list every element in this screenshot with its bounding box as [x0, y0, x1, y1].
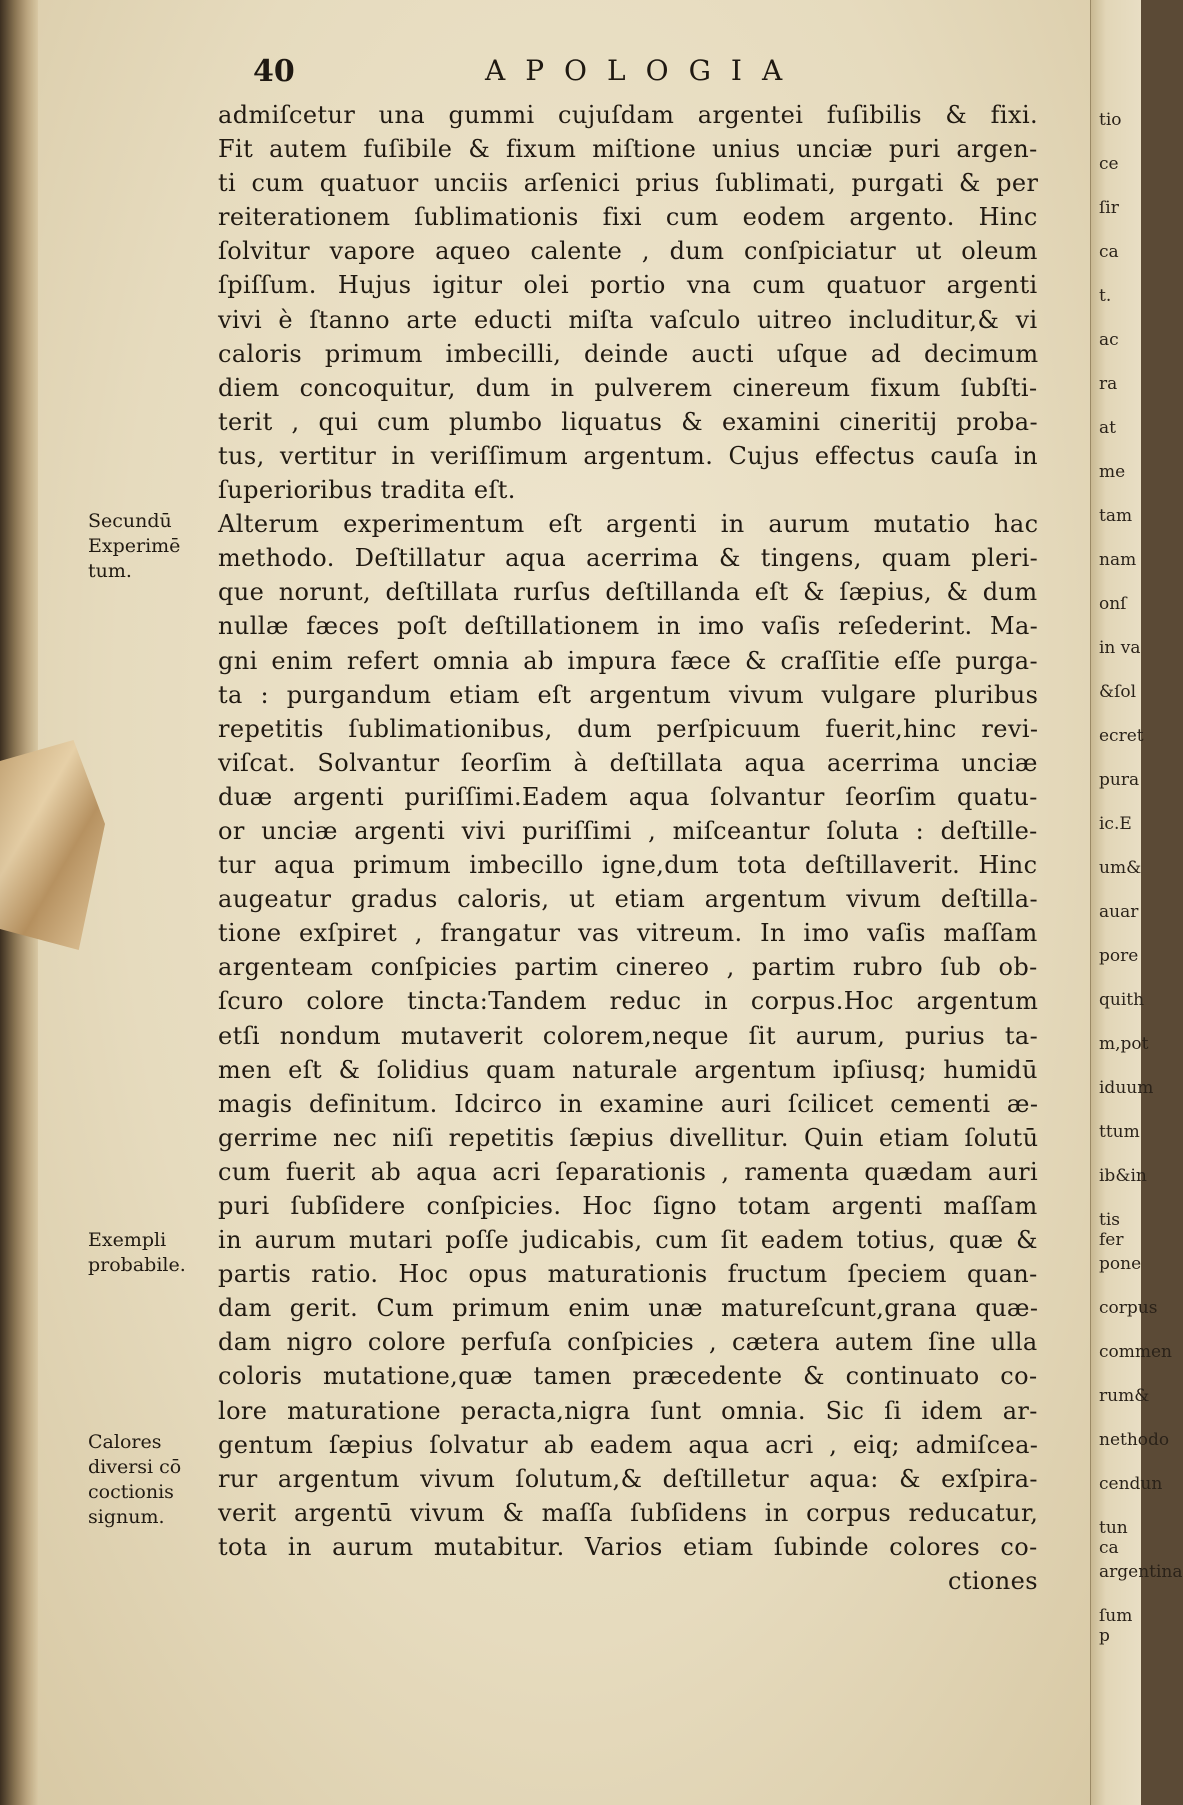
text-line: que norunt, deſtillata rurſus deſtillanda eſt & ſæpius, & dum: [218, 578, 1038, 607]
adjacent-page-fragment: ſir: [1099, 198, 1119, 218]
text-line: partis ratio. Hoc opus maturationis fructum ſpeciem quan-: [218, 1260, 1038, 1289]
adjacent-page-fragment: me: [1099, 462, 1126, 482]
text-line: in aurum mutari poſſe judicabis, cum ſit eadem totius, quæ &: [218, 1226, 1038, 1255]
text-line: magis definitum. Idcirco in examine auri ſcilicet cementi æ-: [218, 1089, 1039, 1118]
text-line: ctiones: [948, 1567, 1038, 1596]
text-line: caloris primum imbecilli, deinde aucti uſque ad decimum: [218, 339, 1039, 368]
margin-note-line: Secundū: [88, 510, 172, 532]
text-line: ſolvitur vapore aqueo calente , dum conſpiciatur ut oleum: [218, 237, 1038, 266]
adjacent-page-fragment: ecret: [1099, 726, 1144, 746]
adjacent-page-fragment: cendun: [1099, 1474, 1163, 1494]
adjacent-page-fragment: nam: [1099, 550, 1137, 570]
adjacent-page-fragment: commen: [1099, 1342, 1173, 1362]
text-line: terit , qui cum plumbo liquatus & examini cineritij proba-: [218, 407, 1038, 436]
page-header: [0, 52, 1140, 92]
adjacent-page-fragment: m,pot: [1099, 1034, 1149, 1054]
text-line: vivi è ſtanno arte educti miſta vaſculo uitreo includitur,& vi: [218, 305, 1038, 334]
margin-note-line: signum.: [88, 1506, 165, 1528]
text-line: or unciæ argenti vivi puriſſimi , miſceantur ſoluta : deſtille-: [218, 816, 1038, 845]
text-line: ta : purgandum etiam eſt argentum vivum vulgare pluribus: [218, 680, 1039, 709]
text-line: admiſcetur una gummi cujuſdam argentei fuſibilis & fixi.: [218, 101, 1039, 129]
text-line: ſuperioribus tradita eſt.: [218, 476, 516, 505]
adjacent-page-fragment: at: [1099, 418, 1116, 438]
margin-note-calores: [88, 1430, 214, 1530]
text-line: gentum ſæpius ſolvatur ab eadem aqua acri , eiq; admiſcea-: [218, 1430, 1039, 1459]
text-line: tione exſpiret , frangatur vas vitreum. In imo vaſis maſſam: [218, 919, 1038, 948]
text-line: coloris mutatione,quæ tamen præcedente & continuato co-: [218, 1362, 1038, 1391]
adjacent-page-fragment: pura: [1099, 770, 1140, 790]
margin-note-line: coctionis: [88, 1481, 174, 1503]
margin-note-line: Calores: [88, 1431, 162, 1453]
running-title: APOLOGIA: [485, 54, 803, 87]
adjacent-page-fragment: tis fer: [1099, 1210, 1124, 1250]
page-number: 40: [253, 54, 295, 89]
text-line: cum fuerit ab aqua acri ſeparationis , ramenta quædam auri: [218, 1157, 1039, 1186]
text-line: etſi nondum mutaverit colorem,neque ſit aurum, purius ta-: [218, 1021, 1039, 1050]
margin-note-secundum-experimentum: [88, 509, 214, 584]
text-line: diem concoquitur, dum in pulverem cinereum fixum ſubſti-: [218, 373, 1038, 402]
text-line: tur aqua primum imbecillo igne,dum tota deſtillaverit. Hinc: [218, 851, 1038, 880]
text-line: gni enim refert omnia ab impura fæce & craſſitie eſſe purga-: [218, 646, 1038, 675]
adjacent-page-fragment: um&: [1099, 858, 1142, 878]
text-line: argenteam conſpicies partim cinereo , partim rubro ſub ob-: [218, 953, 1038, 982]
adjacent-page-fragment: t.: [1099, 286, 1112, 306]
text-line: verit argentū vivum & maſſa ſubſidens in corpus reducatur,: [218, 1498, 1039, 1527]
text-line: rur argentum vivum ſolutum,& deſtilletur aqua: & exſpira-: [218, 1464, 1038, 1493]
adjacent-page-fragment: ce: [1099, 154, 1119, 174]
adjacent-page-fragment: ac: [1099, 330, 1119, 350]
adjacent-page-fragment: argentina: [1099, 1562, 1183, 1582]
margin-note-line: probabile.: [88, 1254, 186, 1276]
text-line: tota in aurum mutabitur. Varios etiam ſubinde colores co-: [218, 1532, 1038, 1561]
adjacent-page-fragment: ib&in: [1099, 1166, 1147, 1186]
text-line: ſpiſſum. Hujus igitur olei portio vna cum quatuor argenti: [218, 271, 1038, 300]
adjacent-page-fragment: quith: [1099, 990, 1145, 1010]
body-text: [218, 98, 1038, 1598]
text-line: duæ argenti puriſſimi.Eadem aqua ſolvantur ſeorſim quatu-: [218, 782, 1038, 811]
text-line: Fit autem fuſibile & fixum miſtione unius unciæ puri argen-: [218, 135, 1038, 164]
adjacent-page-fragment: in va: [1099, 638, 1141, 658]
margin-note-line: tum.: [88, 560, 132, 582]
margin-note-line: Exempli: [88, 1229, 167, 1251]
adjacent-page-fragment: pone: [1099, 1254, 1142, 1274]
text-line: dam nigro colore perfuſa conſpicies , cætera autem ſine ulla: [218, 1328, 1038, 1357]
text-line: ti cum quatuor unciis arſenici prius ſublimati, purgati & per: [218, 169, 1039, 198]
margin-note-line: Experimē: [88, 535, 181, 557]
text-line: men eſt & ſolidius quam naturale argentum ipſiusq; humidū: [218, 1055, 1038, 1084]
adjacent-page-fragment: auar: [1099, 902, 1139, 922]
text-line: lore maturatione peracta,nigra ſunt omnia. Sic ſi idem ar-: [218, 1396, 1038, 1425]
text-line: dam gerit. Cum primum enim unæ matureſcunt,grana quæ-: [218, 1294, 1039, 1323]
adjacent-page-fragment: pore: [1099, 946, 1139, 966]
text-line: nullæ fæces poſt deſtillationem in imo vaſis reſederint. Ma-: [218, 612, 1039, 641]
text-line: ſcuro colore tincta:Tandem reduc in corpus.Hoc argentum: [218, 987, 1039, 1016]
adjacent-page-fragment: onſ: [1099, 594, 1127, 614]
adjacent-page-fragment: tio: [1099, 110, 1122, 130]
adjacent-page-edge: [1090, 0, 1183, 1805]
adjacent-page-fragment: tam: [1099, 506, 1133, 526]
adjacent-page-fragment: iduum: [1099, 1078, 1154, 1098]
adjacent-page-fragment: ra: [1099, 374, 1118, 394]
adjacent-page-fragment: ic.E: [1099, 814, 1132, 834]
adjacent-page-fragment: ca: [1099, 242, 1119, 262]
adjacent-page-fragment: rum&: [1099, 1386, 1150, 1406]
text-line: reiterationem ſublimationis fixi cum eodem argento. Hinc: [218, 203, 1038, 232]
adjacent-page-fragment: ttum: [1099, 1122, 1140, 1142]
adjacent-page-fragment: nethodo: [1099, 1430, 1170, 1450]
text-line: viſcat. Solvantur ſeorſim à deſtillata aqua acerrima unciæ: [218, 748, 1038, 777]
adjacent-page-fragment: &ſol: [1099, 682, 1137, 702]
adjacent-page-fragment: ſum p: [1099, 1606, 1133, 1646]
text-line: augeatur gradus caloris, ut etiam argentum vivum deſtilla-: [218, 885, 1038, 914]
text-line: puri ſubſidere conſpicies. Hoc ſigno totam argenti maſſam: [218, 1192, 1038, 1220]
text-line: tus, vertitur in veriſſimum argentum. Cujus effectus cauſa in: [218, 441, 1038, 470]
adjacent-page-fragment: tun ca: [1099, 1518, 1128, 1558]
margin-note-exempli-probabile: [88, 1228, 214, 1278]
text-line: repetitis ſublimationibus, dum perſpicuum fuerit,hinc revi-: [218, 714, 1039, 743]
text-line: methodo. Deſtillatur aqua acerrima & tingens, quam pleri-: [218, 544, 1039, 573]
text-line: Alterum experimentum eſt argenti in aurum mutatio hac: [218, 510, 1039, 539]
margin-note-line: diversi cō: [88, 1456, 182, 1478]
text-line: gerrime nec niſi repetitis ſæpius divellitur. Quin etiam ſolutū: [218, 1123, 1039, 1152]
adjacent-page-fragment: corpus: [1099, 1298, 1158, 1318]
